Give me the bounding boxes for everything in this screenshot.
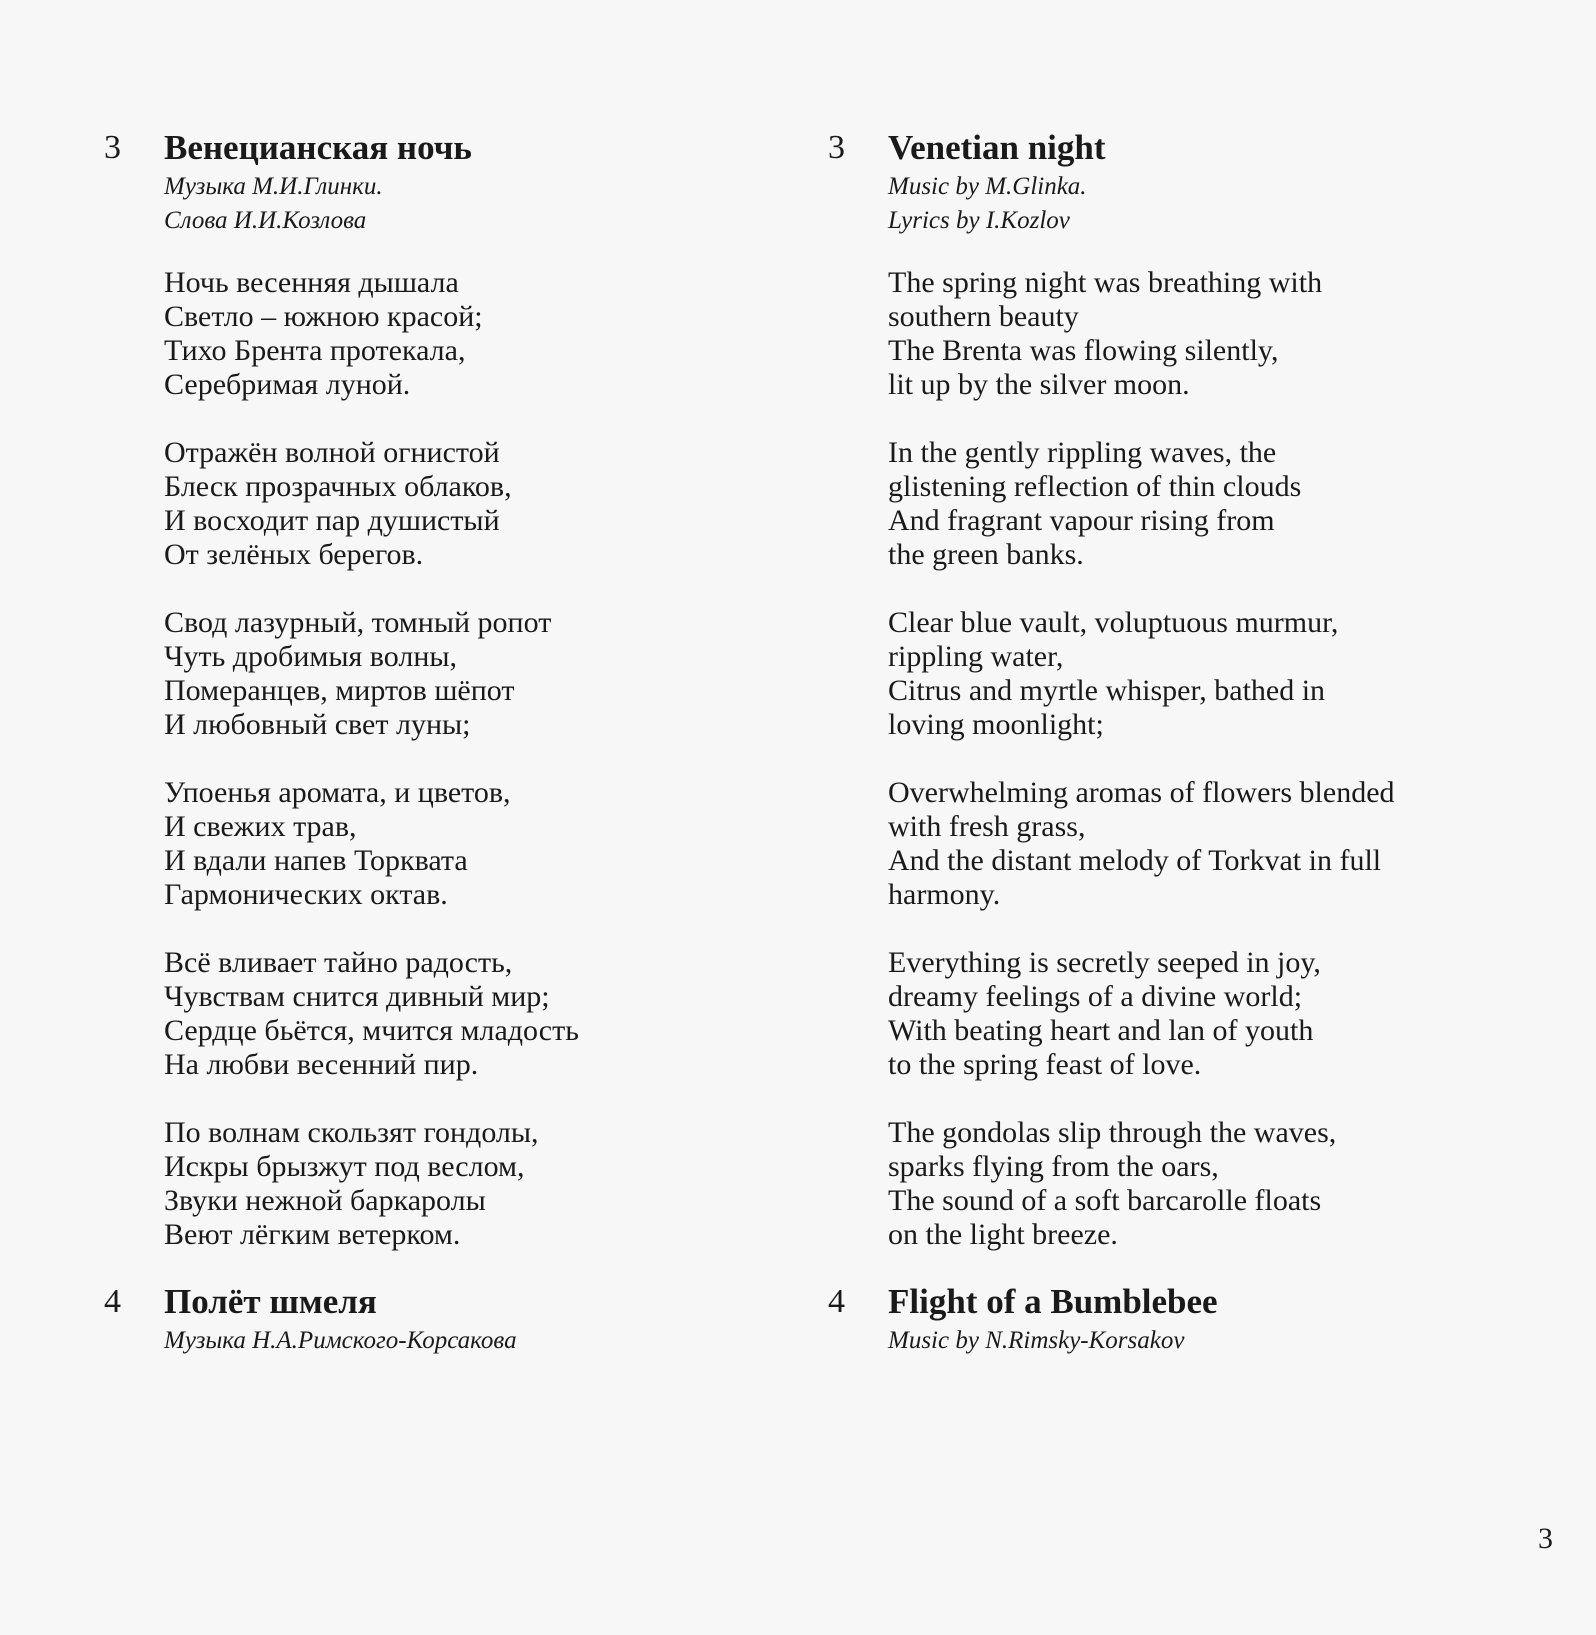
lyric-line: И любовный свет луны; <box>164 708 471 741</box>
song-section <box>828 1280 1548 1358</box>
lyric-line: And fragrant vapour rising from <box>888 504 1275 537</box>
lyric-line: Светло – южною красой; <box>164 300 483 333</box>
song-number: 4 <box>104 1283 121 1320</box>
lyric-line: lit up by the silver moon. <box>888 368 1190 401</box>
lyric-line: Померанцев, миртов шёпот <box>164 674 515 707</box>
english-column <box>828 126 1548 1358</box>
lyric-line: Серебримая луной. <box>164 368 411 401</box>
song-title: Венецианская ночь <box>164 128 472 167</box>
lyric-line: With beating heart and lan of youth <box>888 1014 1314 1047</box>
lyric-line: Чувствам снится дивный мир; <box>164 980 550 1013</box>
lyric-line: Чуть дробимыя волны, <box>164 640 458 673</box>
lyric-line: Сердце бьётся, мчится младость <box>164 1014 579 1047</box>
stanza <box>888 1116 1548 1252</box>
lyric-line: И свежих трав, <box>164 810 357 843</box>
song-title: Venetian night <box>888 128 1106 167</box>
song-title: Flight of a Bumblebee <box>888 1282 1218 1321</box>
song-credit: Music by N.Rimsky-Korsakov <box>888 1327 1185 1354</box>
song-credit: Слова И.И.Козлова <box>164 207 367 234</box>
song-credit: Музыка Н.А.Римского-Корсакова <box>164 1327 517 1354</box>
lyric-line: И вдали напев Торквата <box>164 844 468 877</box>
stanza <box>164 1116 784 1252</box>
lyric-line: И восходит пар душистый <box>164 504 500 537</box>
lyric-line: glistening reflection of thin clouds <box>888 470 1302 503</box>
stanza <box>888 436 1548 572</box>
lyric-line: with fresh grass, <box>888 810 1086 843</box>
lyric-line: Упоенья аромата, и цветов, <box>164 776 511 809</box>
lyric-line: Ночь весенняя дышала <box>164 266 459 299</box>
lyric-line: The sound of a soft barcarolle floats <box>888 1184 1322 1217</box>
song-section <box>104 1280 784 1358</box>
lyric-line: От зелёных берегов. <box>164 538 424 571</box>
lyric-line: Искры брызжут под веслом, <box>164 1150 525 1183</box>
lyric-line: the green banks. <box>888 538 1084 571</box>
lyric-line: on the light breeze. <box>888 1218 1118 1251</box>
lyric-line: to the spring feast of love. <box>888 1048 1202 1081</box>
song-section <box>104 126 784 1252</box>
stanza <box>164 436 784 572</box>
song-number: 4 <box>828 1283 845 1320</box>
lyric-line: Гармонических октав. <box>164 878 448 911</box>
stanza <box>164 266 784 402</box>
stanza <box>164 776 784 912</box>
stanza <box>888 946 1548 1082</box>
lyric-line: Everything is secretly seeped in joy, <box>888 946 1321 979</box>
lyric-line: harmony. <box>888 878 1001 911</box>
lyric-line: Overwhelming aromas of flowers blended <box>888 776 1395 809</box>
song-credit: Музыка М.И.Глинки. <box>164 173 383 200</box>
lyric-line: In the gently rippling waves, the <box>888 436 1277 469</box>
lyrics <box>888 266 1548 1252</box>
lyric-line: Блеск прозрачных облаков, <box>164 470 512 503</box>
stanza <box>164 946 784 1082</box>
lyric-line: sparks flying from the oars, <box>888 1150 1219 1183</box>
lyric-line: Clear blue vault, voluptuous murmur, <box>888 606 1339 639</box>
lyric-line: Тихо Брента протекала, <box>164 334 466 367</box>
lyric-line: Всё вливает тайно радость, <box>164 946 513 979</box>
lyric-line: And the distant melody of Torkvat in full <box>888 844 1382 877</box>
lyric-line: rippling water, <box>888 640 1064 673</box>
stanza <box>888 266 1548 402</box>
stanza <box>888 776 1548 912</box>
lyric-line: Веют лёгким ветерком. <box>164 1218 461 1251</box>
lyric-line: The gondolas slip through the waves, <box>888 1116 1337 1149</box>
song-title: Полёт шмеля <box>164 1282 377 1321</box>
lyric-line: dreamy feelings of a divine world; <box>888 980 1303 1013</box>
lyric-line: The Brenta was flowing silently, <box>888 334 1279 367</box>
lyric-line: На любви весенний пир. <box>164 1048 479 1081</box>
page-number: 3 <box>1538 1522 1553 1555</box>
lyric-line: The spring night was breathing with <box>888 266 1323 299</box>
lyric-line: Свод лазурный, томный ропот <box>164 606 552 639</box>
lyric-line: Отражён волной огнистой <box>164 436 500 469</box>
stanza <box>888 606 1548 742</box>
song-credit: Music by M.Glinka. <box>888 173 1087 200</box>
lyrics <box>164 266 784 1252</box>
russian-column <box>104 126 784 1358</box>
lyric-line: loving moonlight; <box>888 708 1104 741</box>
lyric-line: Citrus and myrtle whisper, bathed in <box>888 674 1326 707</box>
lyric-line: Звуки нежной баркаролы <box>164 1184 486 1217</box>
song-number: 3 <box>104 129 121 166</box>
song-number: 3 <box>828 129 845 166</box>
song-credit: Lyrics by I.Kozlov <box>888 207 1070 234</box>
lyric-line: По волнам скользят гондолы, <box>164 1116 539 1149</box>
song-section <box>828 126 1548 1252</box>
lyric-line: southern beauty <box>888 300 1079 333</box>
stanza <box>164 606 784 742</box>
